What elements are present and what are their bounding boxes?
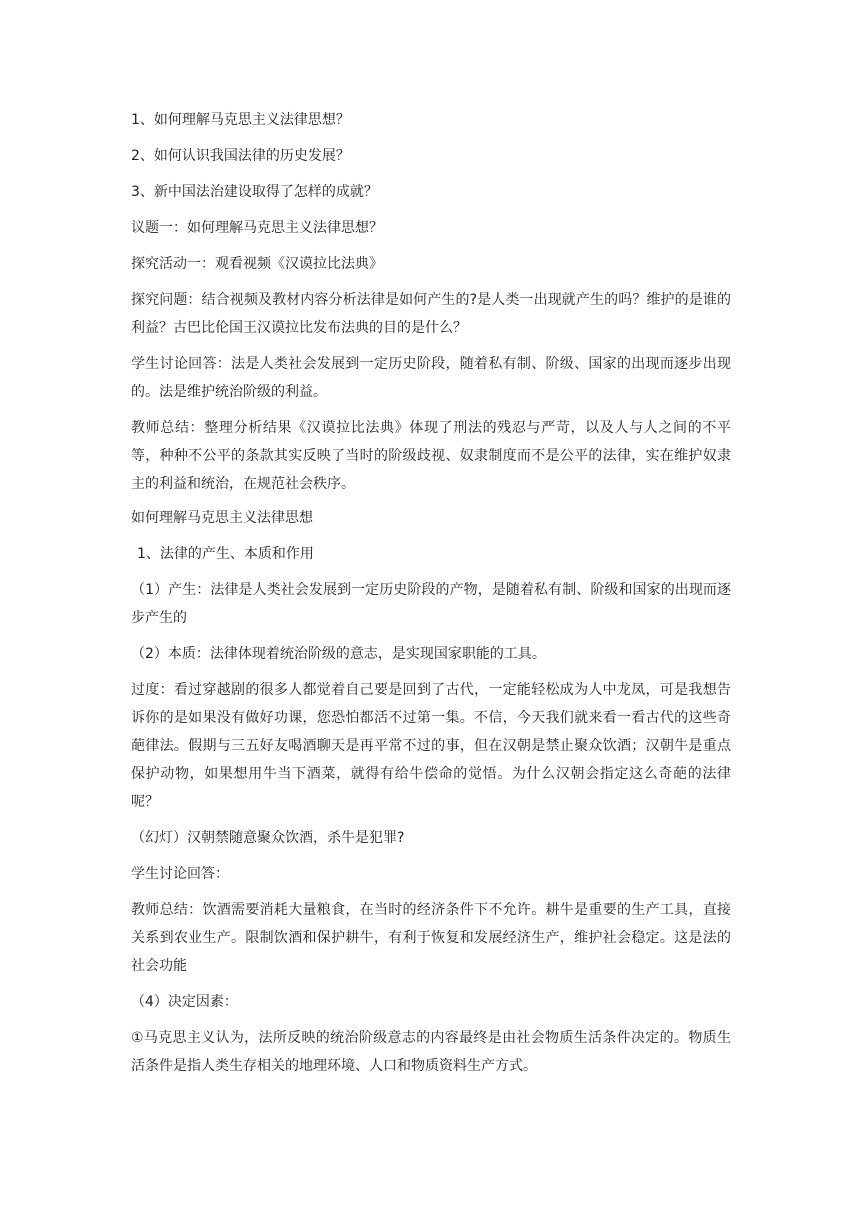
topic-one-heading: 议题一：如何理解马克思主义法律思想？ xyxy=(131,220,383,236)
question-1: 1、如何理解马克思主义法律思想？ xyxy=(131,112,350,128)
section-heading: 如何理解马克思主义法律思想 xyxy=(131,510,313,526)
activity-one: 探究活动一：观看视频《汉谟拉比法典》 xyxy=(131,256,383,272)
slide-note: （幻灯）汉朝禁随意聚众饮酒，杀牛是犯罪? xyxy=(131,830,405,846)
point-origin: （1）产生：法律是人类社会发展到一定历史阶段的产物，是随着私有制、阶级和国家的出现而逐步产生的 xyxy=(131,582,731,626)
marxist-view-paragraph: ①马克思主义认为，法所反映的统治阶级意志的内容最终是由社会物质生活条件决定的。物质生活条件是指人类生存相关的地理环境、人口和物质资料生产方式。 xyxy=(131,1030,731,1074)
question-3: 3、新中国法治建设取得了怎样的成就？ xyxy=(131,184,378,200)
student-answer-2: 学生讨论回答： xyxy=(131,866,229,882)
inquiry-question: 探究问题：结合视频及教材内容分析法律是如何产生的?是人类一出现就产生的吗？维护的是谁的利益？古巴比伦国王汉谟拉比发布法典的目的是什么？ xyxy=(131,292,731,336)
transition-paragraph: 过度：看过穿越剧的很多人都觉着自己要是回到了古代，一定能轻松成为人中龙凤，可是我想告诉你的是如果没有做好功课，您恐怕都活不过第一集。不信，今天我们就来看一看古代的这些奇葩律法。假期与三五好友喝酒聊天是再平常不过的事，但在汉朝是禁止聚众饮酒；汉朝牛是重点保护动物，如果想用牛当下酒菜，就得有给牛偿命的觉悟。为什么汉朝会指定这么奇葩的法律呢？ xyxy=(131,682,731,810)
teacher-summary-1: 教师总结：整理分析结果《汉谟拉比法典》体现了刑法的残忍与严苛，以及人与人之间的不平等，种种不公平的条款其实反映了当时的阶级歧视、奴隶制度而不是公平的法律，实在维护奴隶主的利益和统治，在规范社会秩序。 xyxy=(131,420,731,492)
student-answer-1: 学生讨论回答：法是人类社会发展到一定历史阶段，随着私有制、阶级、国家的出现而逐步出现的。法是维护统治阶级的利益。 xyxy=(131,356,731,400)
point-essence: （2）本质：法律体现着统治阶级的意志，是实现国家职能的工具。 xyxy=(131,646,546,662)
document-page xyxy=(131,106,731,1088)
subsection-heading: 1、法律的产生、本质和作用 xyxy=(137,546,314,562)
teacher-summary-2: 教师总结：饮酒需要消耗大量粮食，在当时的经济条件下不允许。耕牛是重要的生产工具，直接关系到农业生产。限制饮酒和保护耕牛，有利于恢复和发展经济生产，维护社会稳定。这是法的社会功能 xyxy=(131,902,731,974)
point-determinants: （4）决定因素： xyxy=(131,994,238,1010)
question-2: 2、如何认识我国法律的历史发展？ xyxy=(131,148,350,164)
